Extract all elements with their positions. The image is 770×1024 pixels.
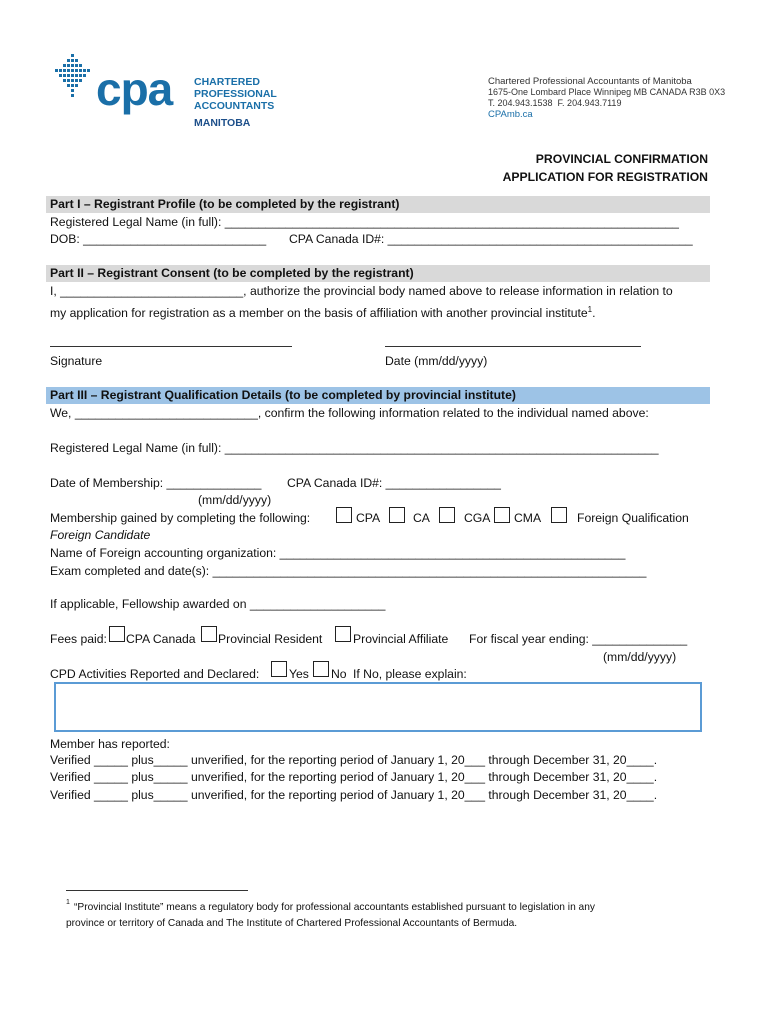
member-reported-label: Member has reported: <box>50 737 170 751</box>
cpd-no-label: No <box>331 667 347 681</box>
cpa-option-label: CPA <box>356 511 381 525</box>
part-3-heading: Part III – Registrant Qualification Details (to be completed by provincial institute) <box>50 388 516 402</box>
dob-field[interactable]: DOB: ___________________________ <box>50 232 267 246</box>
date-label: Date (mm/dd/yyyy) <box>385 354 488 368</box>
foreign-org-field[interactable]: Name of Foreign accounting organization: ___________________________________________________ <box>50 546 626 560</box>
cpd-no-checkbox[interactable] <box>313 661 329 677</box>
reported-line-2[interactable]: Verified _____ plus_____ unverified, for the reporting period of January 1, 20___ through December 31, 20____. <box>50 770 658 784</box>
date-line[interactable] <box>385 346 641 347</box>
org-phone: T. 204.943.1538 F. 204.943.7119 <box>488 98 622 108</box>
exam-date-field[interactable]: Exam completed and date(s): ________________________________________________________________ <box>50 564 647 578</box>
membership-gained-label: Membership gained by completing the following: <box>50 511 311 525</box>
foreign-qualification-checkbox[interactable] <box>551 507 567 523</box>
part-2-heading: Part II – Registrant Consent (to be completed by the registrant) <box>50 266 414 280</box>
cpa-canada-id-field[interactable]: CPA Canada ID#: _____________________________________________ <box>289 232 693 246</box>
fees-cpa-canada-label: CPA Canada <box>126 632 196 646</box>
part-2-heading-bar <box>46 265 710 282</box>
consent-line-2: my application for registration as a member on the basis of affiliation with another provincial institute$^1$. <box>50 305 596 321</box>
cpd-yes-label: Yes <box>289 667 309 681</box>
part-1-heading-bar <box>46 196 710 213</box>
cpd-explain-label: If No, please explain: <box>353 667 467 681</box>
institute-confirm-line[interactable]: We, ___________________________, confirm the following information related to the individual named above: <box>50 406 649 420</box>
cma-option-label: CMA <box>514 511 542 525</box>
form-title-line-1: PROVINCIAL CONFIRMATION <box>535 152 708 166</box>
footnote-line-1: “Provincial Institute” means a regulatory body for professional accountants established pursuant to legislation in any <box>74 902 595 913</box>
cpd-label: CPD Activities Reported and Declared: <box>50 667 260 681</box>
reported-line-1[interactable]: Verified _____ plus_____ unverified, for the reporting period of January 1, 20___ through December 31, 20____. <box>50 753 658 767</box>
fiscal-year-field[interactable]: For fiscal year ending: ______________ <box>469 632 688 646</box>
part-3-heading-bar <box>46 387 710 404</box>
part-1-heading: Part I – Registrant Profile (to be completed by the registrant) <box>50 197 400 211</box>
org-name: Chartered Professional Accountants of Manitoba <box>488 76 692 87</box>
fees-provincial-affiliate-checkbox[interactable] <box>335 626 351 642</box>
org-address: 1675-One Lombard Place Winnipeg MB CANADA R3B 0X3 <box>488 87 726 97</box>
logo-line-2: PROFESSIONAL <box>194 88 277 100</box>
logo-line-3: ACCOUNTANTS <box>194 100 275 112</box>
cga-option-label: CGA <box>464 511 491 525</box>
fees-provincial-affiliate-label: Provincial Affiliate <box>353 632 449 646</box>
maple-leaf-icon <box>50 52 100 108</box>
signature-line[interactable] <box>50 346 292 347</box>
foreign-candidate-label: Foreign Candidate <box>50 528 151 542</box>
membership-date-field[interactable]: Date of Membership: ______________ <box>50 476 262 490</box>
foreign-qualification-label: Foreign Qualification <box>577 511 689 525</box>
org-website-link[interactable]: CPAmb.ca <box>488 109 533 120</box>
p3-legal-name-field[interactable]: Registered Legal Name (in full): ________________________________________________________________ <box>50 441 659 455</box>
membership-date-format: (mm/dd/yyyy) <box>198 493 272 507</box>
fees-provincial-resident-label: Provincial Resident <box>218 632 323 646</box>
cpa-checkbox[interactable] <box>336 507 352 523</box>
legal-name-field[interactable]: Registered Legal Name (in full): ___________________________________________________________________ <box>50 215 679 229</box>
cpd-explanation-textbox[interactable] <box>54 682 702 732</box>
footnote-number: 1 <box>66 899 70 906</box>
ca-option-label: CA <box>413 511 430 525</box>
footnote-line-2: province or territory of Canada and The Institute of Chartered Professional Accountants of Bermuda. <box>66 918 518 929</box>
fellowship-field[interactable]: If applicable, Fellowship awarded on ____________________ <box>50 597 386 611</box>
p3-cpa-id-field[interactable]: CPA Canada ID#: _________________ <box>287 476 501 490</box>
form-title-line-2: APPLICATION FOR REGISTRATION <box>502 170 708 184</box>
fees-provincial-resident-checkbox[interactable] <box>201 626 217 642</box>
cma-checkbox[interactable] <box>494 507 510 523</box>
fees-paid-label: Fees paid: <box>50 632 107 646</box>
footnote-separator <box>66 890 248 891</box>
footnote-ref: 1 <box>587 305 593 314</box>
logo-wordmark: cpa <box>96 63 173 115</box>
cga-checkbox[interactable] <box>439 507 455 523</box>
logo-line-4: MANITOBA <box>194 117 251 129</box>
fees-cpa-canada-checkbox[interactable] <box>109 626 125 642</box>
cpd-yes-checkbox[interactable] <box>271 661 287 677</box>
ca-checkbox[interactable] <box>389 507 405 523</box>
logo-line-1: CHARTERED <box>194 76 260 88</box>
consent-line-1[interactable]: I, ___________________________, authorize the provincial body named above to release information in relation to <box>50 284 673 298</box>
fiscal-year-format: (mm/dd/yyyy) <box>603 650 677 664</box>
signature-label: Signature <box>50 354 103 368</box>
reported-line-3[interactable]: Verified _____ plus_____ unverified, for the reporting period of January 1, 20___ through December 31, 20____. <box>50 788 658 802</box>
